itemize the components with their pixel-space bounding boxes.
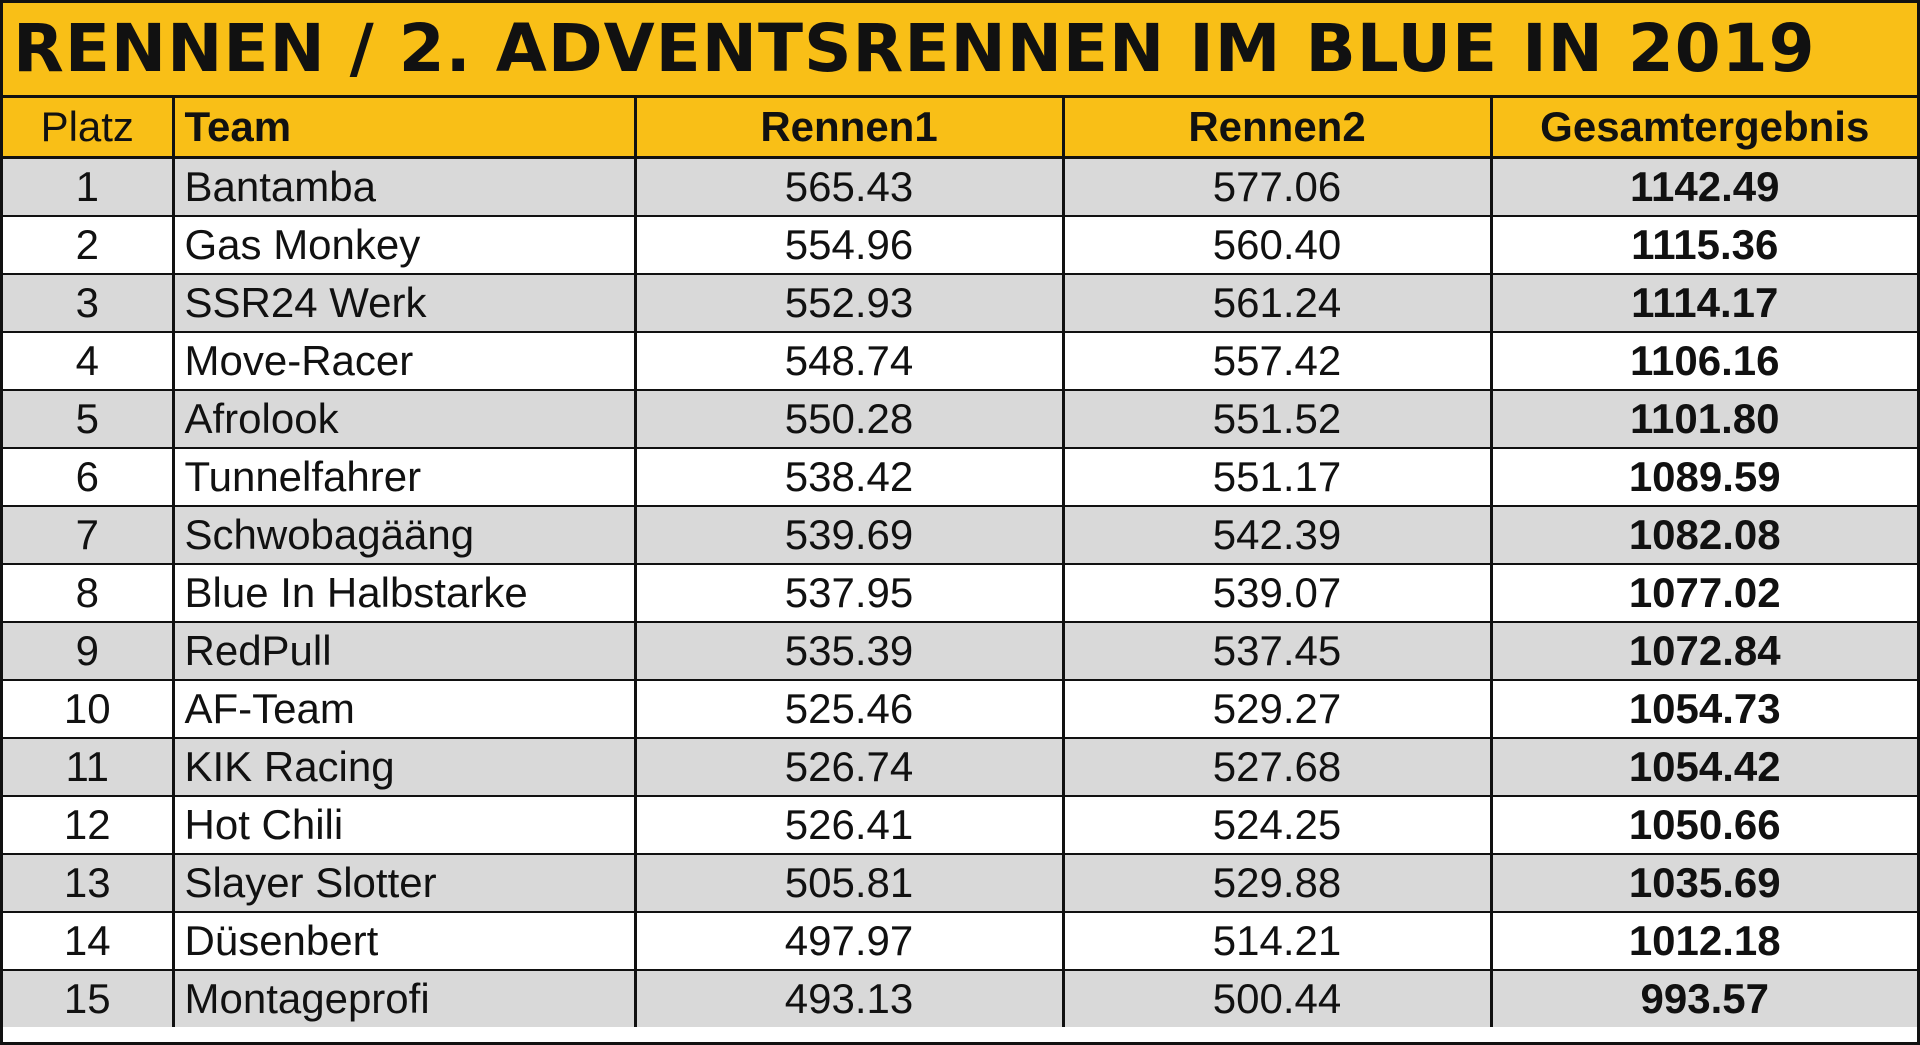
cell-team: KIK Racing — [173, 738, 635, 796]
cell-rennen1: 554.96 — [635, 216, 1063, 274]
table-row — [3, 448, 1917, 506]
cell-rennen2: 577.06 — [1063, 158, 1491, 217]
cell-platz: 11 — [3, 738, 173, 796]
cell-gesamtergebnis: 1054.73 — [1491, 680, 1917, 738]
cell-platz: 2 — [3, 216, 173, 274]
cell-rennen2: 500.44 — [1063, 970, 1491, 1027]
cell-rennen1: 526.41 — [635, 796, 1063, 854]
cell-team: Schwobagääng — [173, 506, 635, 564]
cell-rennen1: 497.97 — [635, 912, 1063, 970]
cell-rennen1: 539.69 — [635, 506, 1063, 564]
cell-platz: 12 — [3, 796, 173, 854]
table-row — [3, 970, 1917, 1027]
cell-platz: 9 — [3, 622, 173, 680]
cell-rennen2: 551.52 — [1063, 390, 1491, 448]
table-row — [3, 622, 1917, 680]
cell-rennen2: 529.88 — [1063, 854, 1491, 912]
cell-rennen2: 514.21 — [1063, 912, 1491, 970]
results-table — [3, 98, 1917, 1027]
cell-rennen2: 560.40 — [1063, 216, 1491, 274]
cell-gesamtergebnis: 1106.16 — [1491, 332, 1917, 390]
cell-team: Slayer Slotter — [173, 854, 635, 912]
table-row — [3, 390, 1917, 448]
cell-rennen1: 565.43 — [635, 158, 1063, 217]
cell-gesamtergebnis: 1072.84 — [1491, 622, 1917, 680]
cell-team: Blue In Halbstarke — [173, 564, 635, 622]
cell-gesamtergebnis: 1012.18 — [1491, 912, 1917, 970]
cell-platz: 14 — [3, 912, 173, 970]
cell-team: RedPull — [173, 622, 635, 680]
column-header-gesamtergebnis: Gesamtergebnis — [1491, 98, 1917, 158]
cell-team: Afrolook — [173, 390, 635, 448]
cell-gesamtergebnis: 1115.36 — [1491, 216, 1917, 274]
cell-team: AF-Team — [173, 680, 635, 738]
cell-rennen2: 542.39 — [1063, 506, 1491, 564]
table-row — [3, 796, 1917, 854]
cell-platz: 6 — [3, 448, 173, 506]
cell-team: Düsenbert — [173, 912, 635, 970]
cell-rennen2: 537.45 — [1063, 622, 1491, 680]
cell-rennen2: 557.42 — [1063, 332, 1491, 390]
table-row — [3, 854, 1917, 912]
table-row — [3, 912, 1917, 970]
cell-team: Move-Racer — [173, 332, 635, 390]
cell-team: Hot Chili — [173, 796, 635, 854]
cell-team: Tunnelfahrer — [173, 448, 635, 506]
cell-rennen2: 527.68 — [1063, 738, 1491, 796]
table-header-row — [3, 98, 1917, 158]
cell-gesamtergebnis: 1089.59 — [1491, 448, 1917, 506]
cell-gesamtergebnis: 1077.02 — [1491, 564, 1917, 622]
cell-platz: 5 — [3, 390, 173, 448]
cell-platz: 13 — [3, 854, 173, 912]
column-header-rennen2: Rennen2 — [1063, 98, 1491, 158]
cell-rennen1: 537.95 — [635, 564, 1063, 622]
cell-platz: 10 — [3, 680, 173, 738]
column-header-team: Team — [173, 98, 635, 158]
cell-rennen2: 561.24 — [1063, 274, 1491, 332]
cell-team: Gas Monkey — [173, 216, 635, 274]
page-title: RENNEN / 2. ADVENTSRENNEN IM BLUE IN 2019 — [13, 10, 1816, 87]
cell-rennen1: 538.42 — [635, 448, 1063, 506]
cell-rennen1: 505.81 — [635, 854, 1063, 912]
cell-platz: 3 — [3, 274, 173, 332]
cell-platz: 15 — [3, 970, 173, 1027]
cell-gesamtergebnis: 1101.80 — [1491, 390, 1917, 448]
cell-rennen1: 493.13 — [635, 970, 1063, 1027]
cell-gesamtergebnis: 1050.66 — [1491, 796, 1917, 854]
cell-platz: 1 — [3, 158, 173, 217]
table-row — [3, 680, 1917, 738]
cell-rennen2: 524.25 — [1063, 796, 1491, 854]
cell-rennen1: 548.74 — [635, 332, 1063, 390]
cell-gesamtergebnis: 1142.49 — [1491, 158, 1917, 217]
cell-platz: 8 — [3, 564, 173, 622]
column-header-rennen1: Rennen1 — [635, 98, 1063, 158]
table-row — [3, 274, 1917, 332]
cell-rennen2: 539.07 — [1063, 564, 1491, 622]
column-header-platz: Platz — [3, 98, 173, 158]
cell-gesamtergebnis: 1114.17 — [1491, 274, 1917, 332]
cell-rennen2: 529.27 — [1063, 680, 1491, 738]
cell-team: Montageprofi — [173, 970, 635, 1027]
cell-rennen1: 552.93 — [635, 274, 1063, 332]
cell-platz: 7 — [3, 506, 173, 564]
cell-gesamtergebnis: 1035.69 — [1491, 854, 1917, 912]
cell-rennen1: 550.28 — [635, 390, 1063, 448]
cell-platz: 4 — [3, 332, 173, 390]
cell-team: SSR24 Werk — [173, 274, 635, 332]
table-row — [3, 332, 1917, 390]
cell-gesamtergebnis: 1054.42 — [1491, 738, 1917, 796]
cell-rennen1: 535.39 — [635, 622, 1063, 680]
title-bar — [3, 3, 1917, 98]
cell-rennen1: 525.46 — [635, 680, 1063, 738]
table-row — [3, 506, 1917, 564]
cell-gesamtergebnis: 1082.08 — [1491, 506, 1917, 564]
table-row — [3, 564, 1917, 622]
cell-team: Bantamba — [173, 158, 635, 217]
cell-gesamtergebnis: 993.57 — [1491, 970, 1917, 1027]
table-row — [3, 216, 1917, 274]
cell-rennen2: 551.17 — [1063, 448, 1491, 506]
table-row — [3, 158, 1917, 217]
cell-rennen1: 526.74 — [635, 738, 1063, 796]
table-row — [3, 738, 1917, 796]
